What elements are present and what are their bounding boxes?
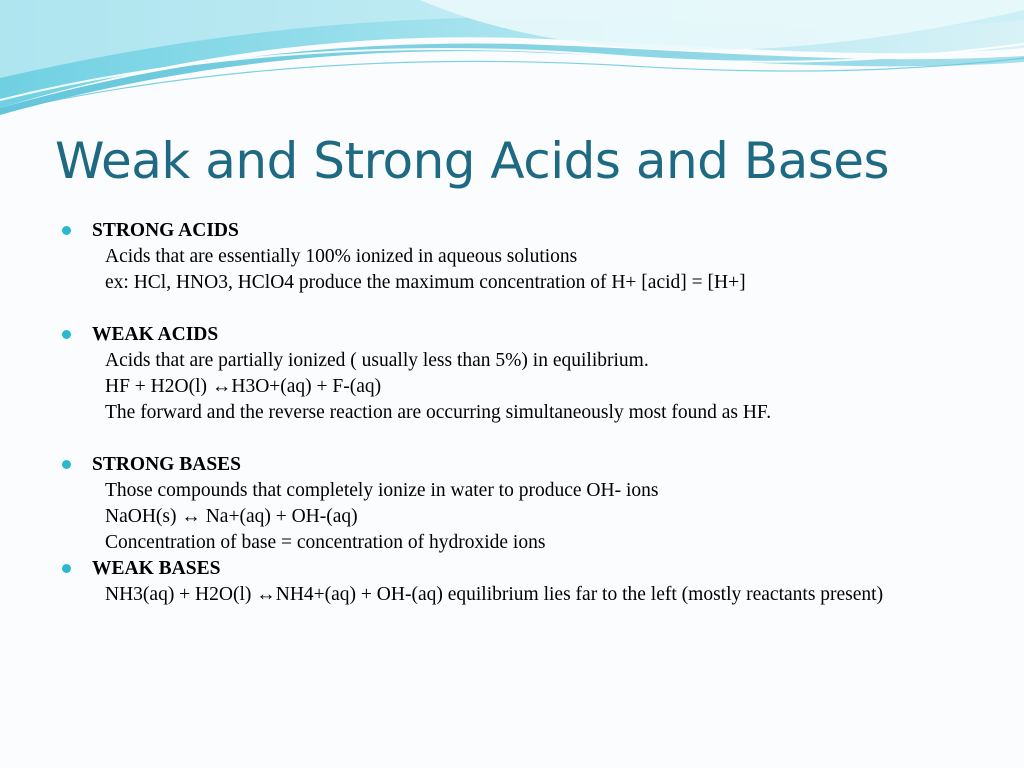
bullet-dot-icon xyxy=(62,460,71,469)
body-line: Those compounds that completely ionize in water to produce OH- ions xyxy=(105,480,659,501)
section-weak-acids xyxy=(62,322,962,426)
heading-text: WEAK ACIDS xyxy=(92,324,219,345)
body-line: NH3(aq) + H2O(l) ↔NH4+(aq) + OH-(aq) equilibrium lies far to the left (mostly reactants present) xyxy=(105,584,884,605)
section-strong-acids xyxy=(62,218,962,296)
section-heading xyxy=(62,322,962,348)
body-line: ex: HCl, HNO3, HClO4 produce the maximum concentration of H+ [acid] = [H+] xyxy=(105,272,746,293)
body-line: Concentration of base = concentration of hydroxide ions xyxy=(105,532,546,553)
heading-text: WEAK BASES xyxy=(92,558,221,579)
section-heading xyxy=(62,218,962,244)
section-weak-bases xyxy=(62,556,962,608)
heading-text: STRONG ACIDS xyxy=(92,220,239,241)
slide-body xyxy=(62,218,962,608)
bullet-dot-icon xyxy=(62,330,71,339)
heading-text: STRONG BASES xyxy=(92,454,242,475)
body-line: HF + H2O(l) ↔H3O+(aq) + F-(aq) xyxy=(105,376,382,397)
header-wave-decoration xyxy=(0,0,1024,130)
body-line: Acids that are essentially 100% ionized in aqueous solutions xyxy=(105,246,578,267)
bullet-dot-icon xyxy=(62,564,71,573)
section-strong-bases xyxy=(62,452,962,556)
slide-title: Weak and Strong Acids and Bases xyxy=(55,132,890,190)
body-line: Acids that are partially ionized ( usually less than 5%) in equilibrium. xyxy=(105,350,649,371)
bullet-dot-icon xyxy=(62,226,71,235)
body-line: The forward and the reverse reaction are occurring simultaneously most found as HF. xyxy=(105,402,772,423)
section-heading xyxy=(62,556,962,582)
body-line: NaOH(s) ↔ Na+(aq) + OH-(aq) xyxy=(105,506,358,527)
section-heading xyxy=(62,452,962,478)
